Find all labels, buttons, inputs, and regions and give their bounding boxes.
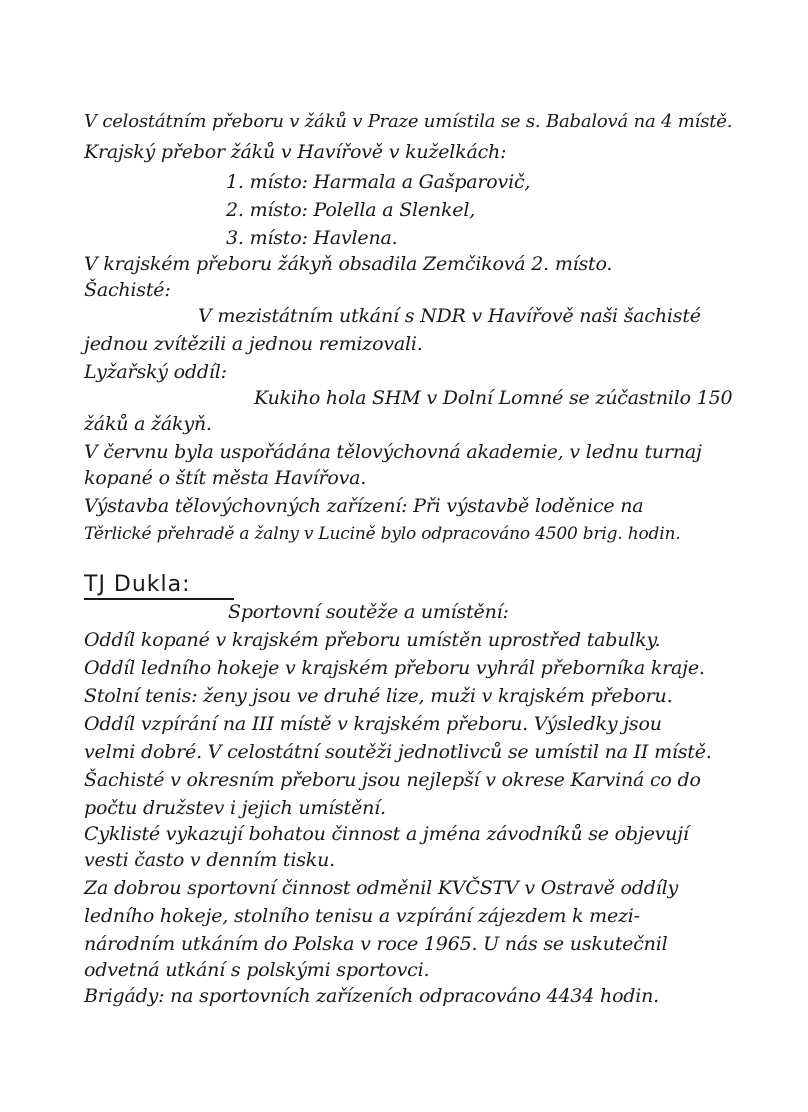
text-line: kopané o štít města Havířova. <box>84 467 367 489</box>
text-line: V mezistátním utkání s NDR v Havířově naši šachisté <box>198 305 701 327</box>
text-line: Cyklisté vykazují bohatou činnost a jména závodníků se objevují <box>84 823 689 845</box>
text-line: V červnu byla uspořádána tělovýchovná akademie, v lednu turnaj <box>84 441 702 463</box>
text-line: Těrlické přehradě a žalny v Lucině bylo odpracováno 4500 brig. hodin. <box>84 524 681 544</box>
text-line: Výstavba tělovýchovných zařízení: Při výstavbě loděnice na <box>84 495 644 517</box>
text-line: Oddíl vzpírání na III místě v krajském přeboru. Výsledky jsou <box>84 713 662 735</box>
text-line: V krajském přeboru žákyň obsadila Zemčiková 2. místo. <box>84 253 613 275</box>
text-line: Brigády: na sportovních zařízeních odpracováno 4434 hodin. <box>84 985 660 1007</box>
text-line: vesti často v denním tisku. <box>84 849 335 871</box>
text-line: Šachisté: <box>84 279 171 301</box>
text-line: velmi dobré. V celostátní soutěži jednotlivců se umístil na II místě. <box>84 741 712 763</box>
heading-underline <box>84 598 234 600</box>
text-line: Šachisté v okresním přeboru jsou nejlepší v okrese Karviná co do <box>84 769 701 791</box>
text-line: národním utkáním do Polska v roce 1965. U nás se uskutečnil <box>84 933 668 955</box>
text-line: V celostátním přeboru v žáků v Praze umístila se s. Babalová na 4 místě. <box>84 111 733 132</box>
text-line: Krajský přebor žáků v Havířově v kuželkách: <box>84 141 507 163</box>
text-line: ledního hokeje, stolního tenisu a vzpírání zájezdem k mezi- <box>84 905 640 927</box>
text-line: 1. místo: Harmala a Gašparovič, <box>226 171 531 193</box>
text-line: Oddíl kopané v krajském přeboru umístěn uprostřed tabulky. <box>84 629 661 651</box>
text-line: jednou zvítězili a jednou remizovali. <box>84 333 423 355</box>
text-line: počtu družstev i jejich umístění. <box>84 797 386 819</box>
text-line: Za dobrou sportovní činnost odměnil KVČSTV v Ostravě oddíly <box>84 877 678 899</box>
text-line: 2. místo: Polella a Slenkel, <box>226 199 476 221</box>
text-line: odvetná utkání s polskými sportovci. <box>84 959 430 981</box>
text-line: Oddíl ledního hokeje v krajském přeboru vyhrál přeborníka kraje. <box>84 657 705 679</box>
text-line: Lyžařský oddíl: <box>84 361 227 383</box>
section-heading: TJ Dukla: <box>84 572 191 597</box>
text-line: Stolní tenis: ženy jsou ve druhé lize, muži v krajském přeboru. <box>84 685 673 707</box>
text-line: 3. místo: Havlena. <box>226 227 398 249</box>
text-line: Sportovní soutěže a umístění: <box>228 601 509 623</box>
text-line: Kukiho hola SHM v Dolní Lomné se zúčastnilo 150 <box>254 387 733 409</box>
text-line: žáků a žákyň. <box>84 413 212 435</box>
